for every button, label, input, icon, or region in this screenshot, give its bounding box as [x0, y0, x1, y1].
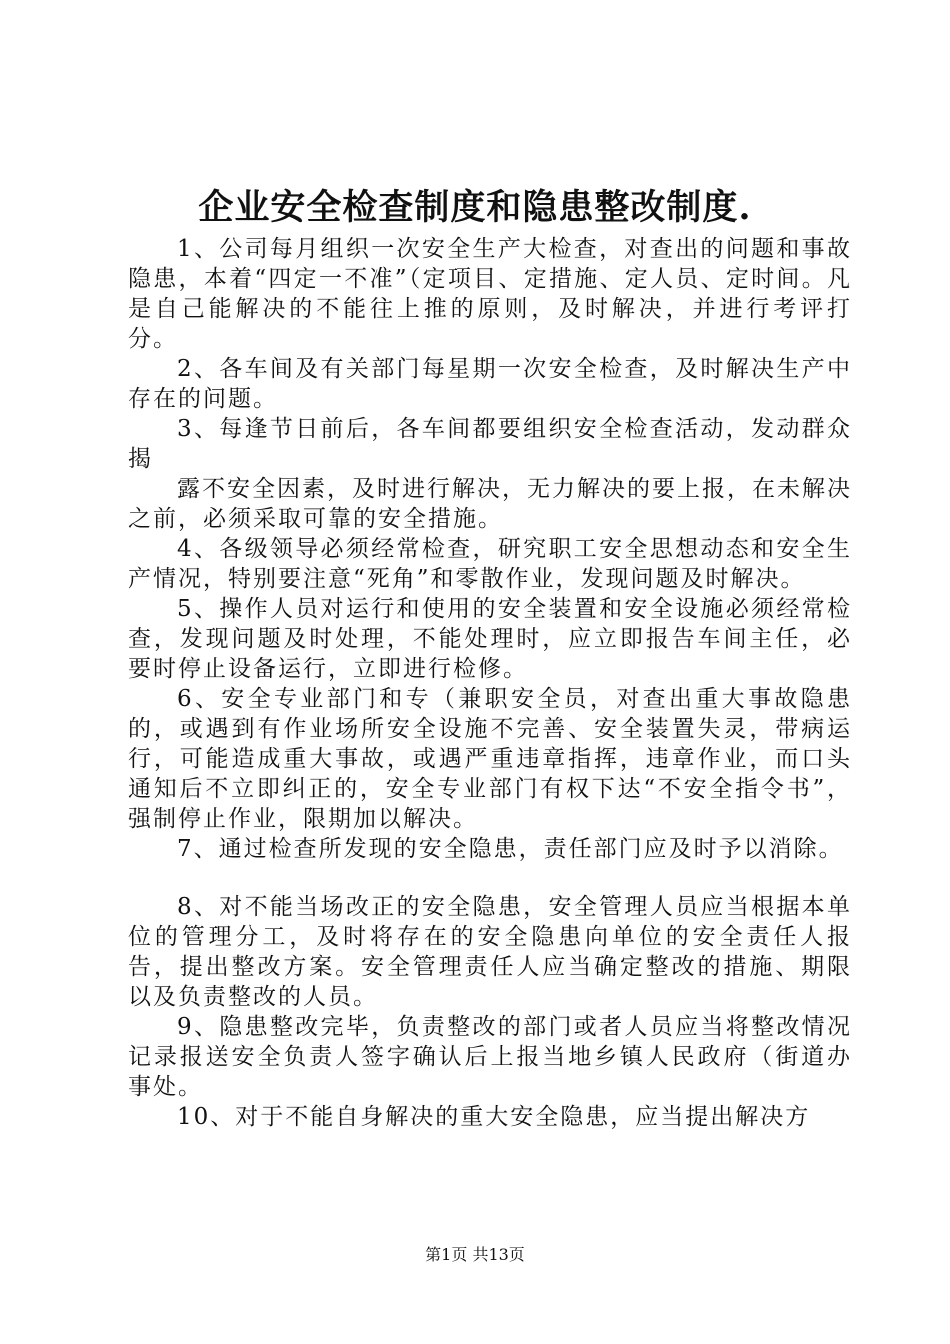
document-title: 企业安全检查制度和隐患整改制度.: [198, 187, 752, 228]
paragraph-9: 9、隐患整改完毕，负责整改的部门或者人员应当将整改情况记录报送安全负责人签字确认后上报当地乡镇人民政府（街道办事处。: [128, 1014, 852, 1100]
document-body: [128, 234, 852, 1132]
paragraph-3: 3、每逢节日前后，各车间都要组织安全检查活动，发动群众揭: [128, 416, 852, 472]
paragraph-4: 4、各级领导必须经常检查，研究职工安全思想动态和安全生产情况，特别要注意“死角”和零散作业，发现问题及时解决。: [128, 536, 852, 592]
paragraph-5: 5、操作人员对运行和使用的安全装置和安全设施必须经常检查，发现问题及时处理，不能处理时，应立即报告车间主任，必要时停止设备运行，立即进行检修。: [128, 596, 852, 682]
paragraph-2: 2、各车间及有关部门每星期一次安全检查，及时解决生产中存在的问题。: [128, 356, 852, 412]
paragraph-8: 8、对不能当场改正的安全隐患，安全管理人员应当根据本单位的管理分工，及时将存在的安全隐患向单位的安全责任人报告，提出整改方案。安全管理责任人应当确定整改的措施、期限以及负责整改的人员。: [128, 894, 852, 1010]
paragraph-1: 1、公司每月组织一次安全生产大检查，对查出的问题和事故隐患，本着“四定一不准”（定项目、定措施、定人员、定时间。凡是自己能解决的不能往上推的原则，及时解决，并进行考评打分。: [128, 236, 852, 352]
paragraph-10: 10、对于不能自身解决的重大安全隐患，应当提出解决方: [177, 1104, 811, 1130]
page-footer: 第1页 共13页: [425, 1245, 525, 1264]
paragraph-7: 7、通过检查所发现的安全隐患，责任部门应及时予以消除。: [177, 836, 844, 862]
paragraph-3-continued: 露不安全因素，及时进行解决，无力解决的要上报，在未解决之前，必须采取可靠的安全措施。: [128, 476, 852, 532]
paragraph-6: 6、安全专业部门和专（兼职安全员，对查出重大事故隐患的，或遇到有作业场所安全设施不完善、安全装置失灵，带病运行，可能造成重大事故，或遇严重违章指挥，违章作业，而口头通知后不立即纠正的，安全专业部门有权下达“不安全指令书”，强制停止作业，限期加以解决。: [128, 686, 852, 832]
